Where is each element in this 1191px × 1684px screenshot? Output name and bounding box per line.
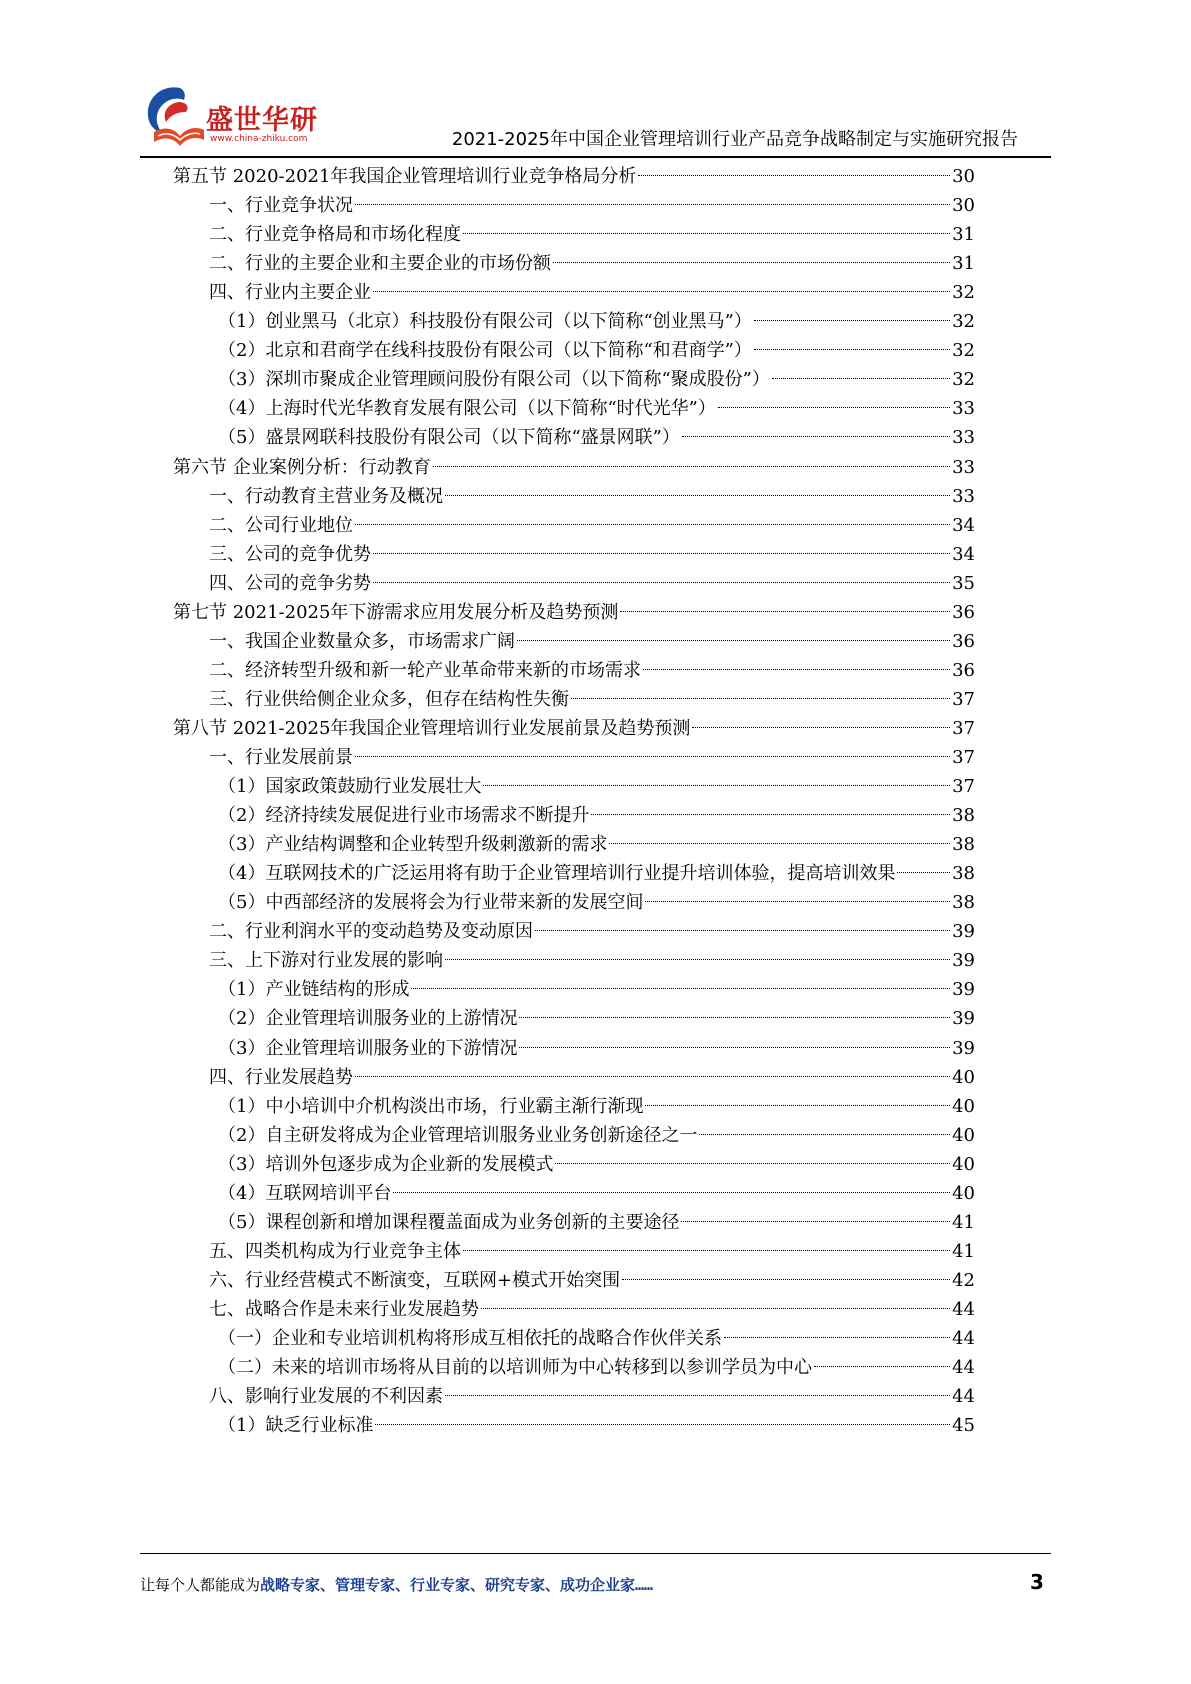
toc-entry-page: 40: [952, 1124, 975, 1146]
toc-entry-title: 七、战略合作是未来行业发展趋势: [209, 1298, 479, 1320]
toc-entry[interactable]: [218, 1352, 975, 1383]
toc-entry[interactable]: [209, 1062, 975, 1093]
toc-entry[interactable]: [209, 219, 975, 250]
toc-dot-leader: [638, 175, 950, 176]
toc-entry[interactable]: [218, 1178, 975, 1209]
toc-entry[interactable]: [218, 1033, 975, 1064]
toc-entry-page: 38: [952, 892, 975, 914]
toc-entry-title: 二、经济转型升级和新一轮产业革命带来新的市场需求: [209, 659, 641, 681]
toc-entry[interactable]: [218, 887, 975, 918]
toc-dot-leader: [681, 1221, 950, 1222]
toc-entry[interactable]: [173, 452, 975, 483]
toc-entry-title: 六、行业经营模式不断演变，互联网+模式开始突围: [209, 1269, 621, 1291]
toc-entry-page: 37: [952, 747, 975, 768]
logo-name: 盛世华研: [206, 105, 318, 136]
toc-entry-page: 39: [952, 950, 975, 972]
toc-entry[interactable]: [218, 1207, 975, 1238]
toc-entry-page: 36: [952, 659, 975, 681]
toc-entry-page: 40: [952, 1153, 975, 1175]
toc-dot-leader: [411, 988, 950, 989]
toc-dot-leader: [645, 901, 950, 902]
toc-entry[interactable]: [209, 916, 975, 947]
page-header: [0, 0, 1191, 160]
toc-dot-leader: [692, 727, 950, 728]
toc-entry-title: （4）上海时代光华教育发展有限公司（以下简称“时代光华”）: [218, 398, 716, 420]
toc-entry[interactable]: [218, 974, 975, 1005]
toc-entry-page: 39: [952, 921, 975, 943]
toc-entry-title: （一）企业和专业培训机构将形成互相依托的战略合作伙伴关系: [218, 1328, 722, 1349]
toc-entry-page: 40: [952, 1095, 975, 1117]
toc-entry[interactable]: [209, 481, 975, 512]
toc-entry[interactable]: [209, 1265, 975, 1296]
header-divider: [140, 156, 1051, 158]
toc-entry[interactable]: [218, 829, 975, 860]
toc-entry-page: 45: [952, 1415, 975, 1437]
toc-dot-leader: [355, 204, 950, 205]
toc-entry-page: 35: [952, 572, 975, 594]
toc-entry-title: （1）创业黑马（北京）科技股份有限公司（以下简称“创业黑马”）: [218, 311, 752, 333]
toc-entry-page: 31: [952, 224, 975, 246]
toc-entry-title: 二、公司行业地位: [209, 514, 353, 536]
toc-entry[interactable]: [209, 568, 975, 599]
toc-entry[interactable]: [218, 1120, 975, 1151]
footer-slogan: [140, 1574, 653, 1595]
toc-entry-page: 39: [952, 1037, 975, 1059]
toc-entry[interactable]: [173, 597, 975, 628]
toc-entry[interactable]: [218, 1323, 975, 1354]
toc-dot-leader: [620, 611, 950, 612]
toc-entry[interactable]: [209, 510, 975, 541]
toc-dot-leader: [445, 959, 950, 960]
toc-entry-title: （5）课程创新和增加课程覆盖面成为业务创新的主要途径: [218, 1211, 680, 1233]
toc-entry-title: 一、行业发展前景: [209, 747, 353, 768]
toc-dot-leader: [591, 814, 950, 815]
toc-entry-title: 第八节 2021-2025年我国企业管理培训行业发展前景及趋势预测: [173, 717, 691, 739]
toc-dot-leader: [355, 756, 950, 757]
toc-dot-leader: [814, 1366, 950, 1367]
toc-dot-leader: [517, 640, 950, 641]
toc-entry-page: 36: [952, 601, 975, 623]
toc-entry-page: 39: [952, 979, 975, 1001]
toc-entry-title: （3）产业结构调整和企业转型升级刺激新的需求: [218, 834, 608, 856]
toc-dot-leader: [519, 1047, 950, 1048]
toc-entry-title: 三、行业供给侧企业众多，但存在结构性失衡: [209, 688, 569, 710]
toc-entry-title: 第七节 2021-2025年下游需求应用发展分析及趋势预测: [173, 601, 619, 623]
toc-dot-leader: [373, 553, 950, 554]
toc-dot-leader: [724, 1337, 950, 1338]
toc-entry-page: 38: [952, 805, 975, 827]
toc-dot-leader: [553, 262, 950, 263]
toc-dot-leader: [609, 843, 950, 844]
toc-entry-page: 41: [952, 1211, 975, 1233]
footer-slogan-highlight: 战略专家、管理专家、行业专家、研究专家、成功企业家……: [260, 1576, 654, 1594]
toc-entry[interactable]: [173, 713, 975, 744]
toc-entry-page: 30: [952, 195, 975, 217]
toc-dot-leader: [718, 407, 950, 408]
toc-dot-leader: [643, 669, 950, 670]
toc-entry-page: 38: [952, 834, 975, 856]
report-title: 2021-2025年中国企业管理培训行业产品竞争战略制定与实施研究报告: [451, 129, 1018, 150]
toc-entry-page: 38: [952, 863, 975, 885]
toc-entry-title: （5）中西部经济的发展将会为行业带来新的发展空间: [218, 892, 644, 914]
toc-dot-leader: [571, 698, 950, 699]
toc-entry[interactable]: [218, 335, 975, 366]
toc-dot-leader: [519, 1017, 950, 1018]
toc-entry[interactable]: [218, 1149, 975, 1180]
toc-entry[interactable]: [218, 1003, 975, 1034]
toc-entry-page: 32: [952, 340, 975, 362]
toc-entry-title: 五、四类机构成为行业竞争主体: [209, 1240, 461, 1262]
toc-entry-title: （4）互联网技术的广泛运用将有助于企业管理培训行业提升培训体验，提高培训效果: [218, 863, 896, 885]
toc-entry-title: 四、行业内主要企业: [209, 282, 371, 304]
toc-dot-leader: [355, 1076, 950, 1077]
toc-entry-page: 33: [952, 456, 975, 478]
toc-dot-leader: [754, 349, 950, 350]
toc-entry-page: 32: [952, 282, 975, 304]
toc-entry-title: （5）盛景网联科技股份有限公司（以下简称“盛景网联”）: [218, 427, 680, 449]
toc-entry-page: 34: [952, 514, 975, 536]
toc-entry-title: （3）企业管理培训服务业的下游情况: [218, 1037, 518, 1059]
toc-entry-title: 二、行业的主要企业和主要企业的市场份额: [209, 253, 551, 275]
toc-dot-leader: [622, 1279, 950, 1280]
toc-entry[interactable]: [209, 539, 975, 570]
toc-entry[interactable]: [218, 306, 975, 337]
toc-entry-title: 二、行业利润水平的变动趋势及变动原因: [209, 921, 533, 943]
toc-entry-page: 32: [952, 369, 975, 391]
toc-entry-page: 37: [952, 717, 975, 739]
toc-dot-leader: [754, 320, 950, 321]
toc-entry[interactable]: [209, 626, 975, 657]
toc-entry[interactable]: [218, 1410, 975, 1441]
toc-dot-leader: [393, 1192, 950, 1193]
toc-entry-page: 33: [952, 485, 975, 507]
toc-dot-leader: [445, 495, 950, 496]
toc-entry-title: （1）国家政策鼓励行业发展壮大: [218, 776, 482, 798]
toc-dot-leader: [483, 785, 950, 786]
toc-dot-leader: [375, 1424, 950, 1425]
toc-dot-leader: [463, 1250, 950, 1251]
toc-entry-title: （2）北京和君商学在线科技股份有限公司（以下简称“和君商学”）: [218, 340, 752, 362]
logo-icon: [140, 82, 208, 148]
toc-entry[interactable]: [209, 1294, 975, 1325]
toc-entry-page: 33: [952, 398, 975, 420]
toc-entry-title: 八、影响行业发展的不利因素: [209, 1386, 443, 1408]
toc-entry-page: 37: [952, 776, 975, 798]
toc-dot-leader: [645, 1105, 950, 1106]
toc-dot-leader: [373, 582, 950, 583]
toc-entry[interactable]: [209, 684, 975, 715]
toc-entry[interactable]: [173, 161, 975, 192]
toc-entry-title: （3）深圳市聚成企业管理顾问股份有限公司（以下简称“聚成股份”）: [218, 369, 770, 391]
toc-entry[interactable]: [218, 422, 975, 453]
toc-entry[interactable]: [209, 190, 975, 221]
toc-entry-title: 三、上下游对行业发展的影响: [209, 950, 443, 972]
toc-entry[interactable]: [209, 945, 975, 976]
toc-entry-title: （二）未来的培训市场将从目前的以培训师为中心转移到以参训学员为中心: [218, 1357, 812, 1379]
toc-dot-leader: [897, 872, 950, 873]
toc-entry-title: （2）企业管理培训服务业的上游情况: [218, 1008, 518, 1030]
toc-dot-leader: [699, 1134, 950, 1135]
toc-entry-title: （1）中小培训中介机构淡出市场，行业霸主渐行渐现: [218, 1095, 644, 1117]
toc-entry[interactable]: [218, 800, 975, 831]
toc-entry-page: 44: [952, 1386, 975, 1408]
toc-dot-leader: [355, 524, 950, 525]
toc-entry-page: 30: [952, 166, 975, 187]
toc-dot-leader: [682, 436, 950, 437]
toc-entry-page: 39: [952, 1008, 975, 1030]
page-number: 3: [1030, 1570, 1044, 1594]
toc-entry-page: 33: [952, 427, 975, 449]
company-logo: [140, 82, 320, 152]
logo-url: www.china-zhiku.com: [210, 134, 308, 144]
toc-dot-leader: [445, 1395, 950, 1396]
toc-entry-page: 44: [952, 1357, 975, 1379]
toc-dot-leader: [481, 1308, 950, 1309]
toc-entry-page: 36: [952, 630, 975, 652]
toc-entry[interactable]: [218, 364, 975, 395]
toc-entry-page: 42: [952, 1269, 975, 1291]
toc-entry-page: 37: [952, 688, 975, 710]
toc-entry-title: 三、公司的竞争优势: [209, 543, 371, 565]
toc-entry-title: （1）缺乏行业标准: [218, 1415, 374, 1437]
toc-entry-title: 第五节 2020-2021年我国企业管理培训行业竞争格局分析: [173, 166, 637, 187]
toc-entry[interactable]: [209, 248, 975, 279]
toc-entry-page: 32: [952, 311, 975, 333]
toc-entry-page: 34: [952, 543, 975, 565]
toc-entry[interactable]: [209, 655, 975, 686]
toc-dot-leader: [433, 466, 950, 467]
toc-entry-title: 四、行业发展趋势: [209, 1066, 353, 1088]
toc-entry-title: （1）产业链结构的形成: [218, 979, 410, 1001]
toc-entry-title: 四、公司的竞争劣势: [209, 572, 371, 594]
toc-entry-title: （3）培训外包逐步成为企业新的发展模式: [218, 1153, 554, 1175]
toc-entry-page: 40: [952, 1066, 975, 1088]
toc-entry-page: 40: [952, 1182, 975, 1204]
toc-entry-title: （4）互联网培训平台: [218, 1182, 392, 1204]
toc-entry-page: 44: [952, 1298, 975, 1320]
toc-entry-title: 第六节 企业案例分析：行动教育: [173, 456, 431, 478]
toc-entry-page: 31: [952, 253, 975, 275]
toc-dot-leader: [463, 233, 950, 234]
toc-entry[interactable]: [209, 1381, 975, 1412]
footer-divider: [140, 1553, 1051, 1554]
footer-slogan-prefix: 让每个人都能成为: [140, 1576, 261, 1594]
toc-entry-page: 41: [952, 1240, 975, 1262]
toc-entry[interactable]: [218, 1091, 975, 1122]
toc-dot-leader: [373, 291, 950, 292]
toc-entry-title: （2）自主研发将成为企业管理培训服务业业务创新途径之一: [218, 1124, 698, 1146]
toc-entry-title: 一、我国企业数量众多，市场需求广阔: [209, 630, 515, 652]
toc-entry[interactable]: [218, 771, 975, 802]
toc-entry[interactable]: [209, 1236, 975, 1267]
toc-entry[interactable]: [218, 393, 975, 424]
toc-entry[interactable]: [209, 277, 975, 308]
toc-entry-title: 一、行动教育主营业务及概况: [209, 485, 443, 507]
toc-dot-leader: [535, 930, 950, 931]
toc-dot-leader: [555, 1163, 950, 1164]
toc-entry-title: 二、行业竞争格局和市场化程度: [209, 224, 461, 246]
toc-entry-page: 44: [952, 1328, 975, 1349]
toc-entry[interactable]: [209, 742, 975, 773]
toc-entry-title: （2）经济持续发展促进行业市场需求不断提升: [218, 805, 590, 827]
toc-entry-title: 一、行业竞争状况: [209, 195, 353, 217]
toc-entry[interactable]: [218, 858, 975, 889]
toc-dot-leader: [772, 378, 950, 379]
